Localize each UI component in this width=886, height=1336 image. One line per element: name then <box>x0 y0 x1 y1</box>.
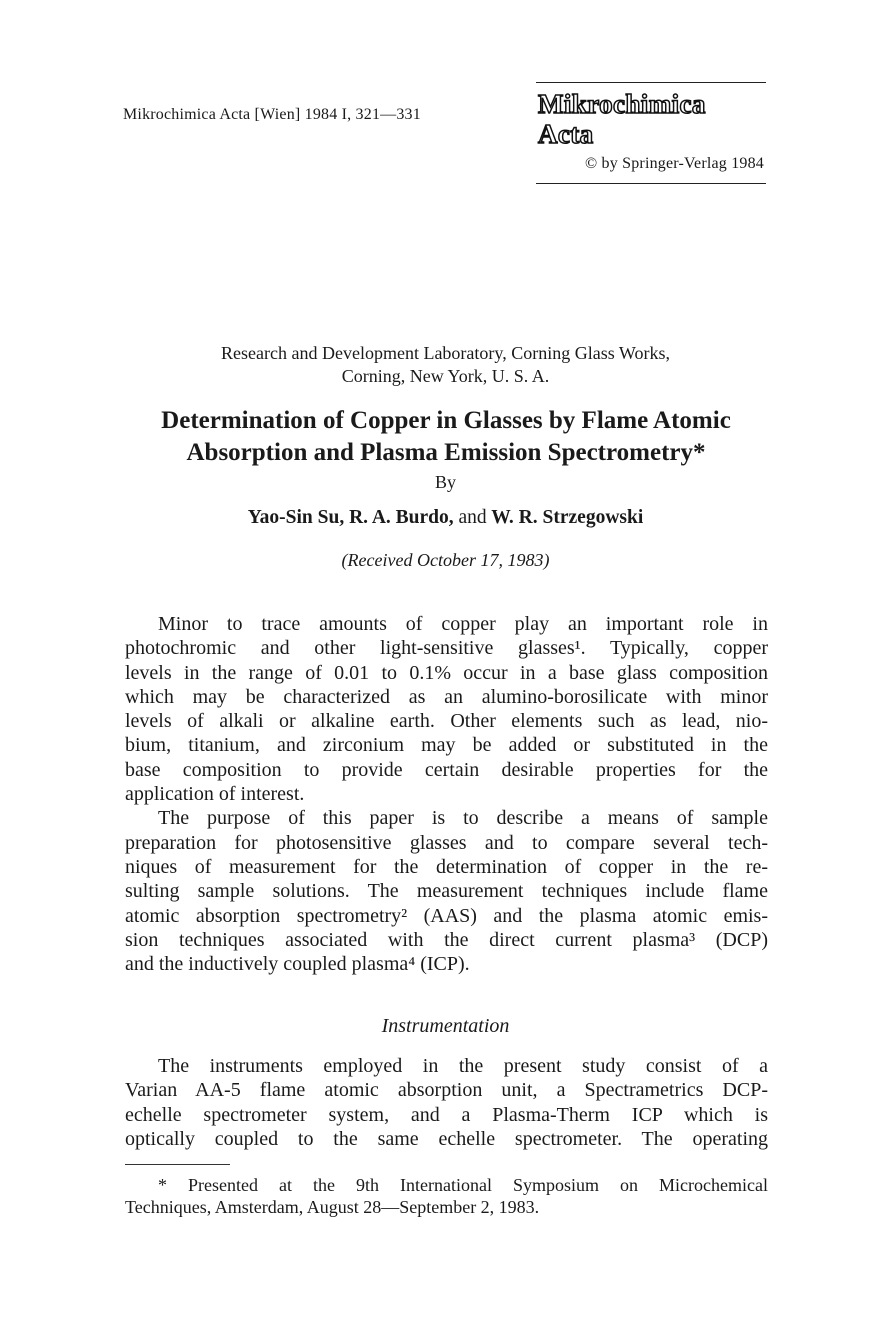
paragraph-line: levels in the range of 0.01 to 0.1% occur in a base glass composition <box>125 661 768 684</box>
copyright-notice: © by Springer-Verlag 1984 <box>584 155 764 172</box>
instrumentation-paragraph <box>125 1054 768 1151</box>
paragraph-line: photochromic and other light-sensitive glasses¹. Typically, copper <box>125 637 768 660</box>
authors-last: W. R. Strzegowski <box>491 507 644 528</box>
title-line-2: Absorption and Plasma Emission Spectrometry* <box>186 439 706 466</box>
paragraph-line: Varian AA-5 flame atomic absorption unit, a Spectrametrics DCP- <box>125 1079 768 1102</box>
footnote-line: * Presented at the 9th International Symposium on Microchemical <box>158 1175 768 1195</box>
paragraph-line: preparation for photosensitive glasses and to compare several tech- <box>125 831 768 854</box>
footnote-rule <box>125 1164 230 1165</box>
title-line-1: Determination of Copper in Glasses by Flame Atomic <box>161 407 731 434</box>
authors-conjunction: and <box>458 507 487 528</box>
paragraph-line: application of interest. <box>125 783 305 806</box>
received-date: (Received October 17, 1983) <box>341 550 550 570</box>
paragraph-line: echelle spectrometer system, and a Plasma-Therm ICP which is <box>125 1103 768 1126</box>
affiliation <box>123 342 768 388</box>
paragraph-line: sion techniques associated with the direct current plasma³ (DCP) <box>125 928 768 951</box>
paragraph-line: optically coupled to the same echelle spectrometer. The operating <box>125 1127 768 1150</box>
footnote-line: Techniques, Amsterdam, August 28—September 2, 1983. <box>125 1197 540 1217</box>
affiliation-line-2: Corning, New York, U. S. A. <box>341 366 550 386</box>
paragraph-line: and the inductively coupled plasma⁴ (ICP). <box>125 953 470 976</box>
paragraph-line: base composition to provide certain desirable properties for the <box>125 758 768 781</box>
masthead-top-rule <box>536 82 766 83</box>
authors-first: Yao-Sin Su, R. A. Burdo, <box>247 507 454 528</box>
paragraph-line: The purpose of this paper is to describe a means of sample <box>158 807 768 830</box>
paragraph-line: levels of alkali or alkaline earth. Other elements such as lead, nio- <box>125 710 768 733</box>
section-heading-instrumentation: Instrumentation <box>381 1015 510 1037</box>
paragraph-line: which may be characterized as an alumino-borosilicate with minor <box>125 685 768 708</box>
article-title <box>110 405 782 469</box>
paragraph-line: sulting sample solutions. The measurement techniques include flame <box>125 880 768 903</box>
paragraph-line: niques of measurement for the determination of copper in the re- <box>125 855 768 878</box>
masthead-bottom-rule <box>536 183 766 184</box>
body-paragraphs <box>125 612 768 976</box>
author-list <box>123 507 768 529</box>
affiliation-line-1: Research and Development Laboratory, Corning Glass Works, <box>221 343 670 363</box>
paragraph-line: bium, titanium, and zirconium may be added or substituted in the <box>125 734 768 757</box>
paragraph-line: atomic absorption spectrometry² (AAS) and the plasma atomic emis- <box>125 904 768 927</box>
paragraph-line: The instruments employed in the present study consist of a <box>158 1055 768 1077</box>
journal-logo: Mikrochimica Acta <box>538 89 706 149</box>
byline: By <box>434 472 456 492</box>
journal-citation: Mikrochimica Acta [Wien] 1984 I, 321—331 <box>123 106 421 123</box>
paragraph-line: Minor to trace amounts of copper play an important role in <box>158 613 768 635</box>
journal-masthead <box>536 82 766 184</box>
footnote <box>125 1174 768 1218</box>
